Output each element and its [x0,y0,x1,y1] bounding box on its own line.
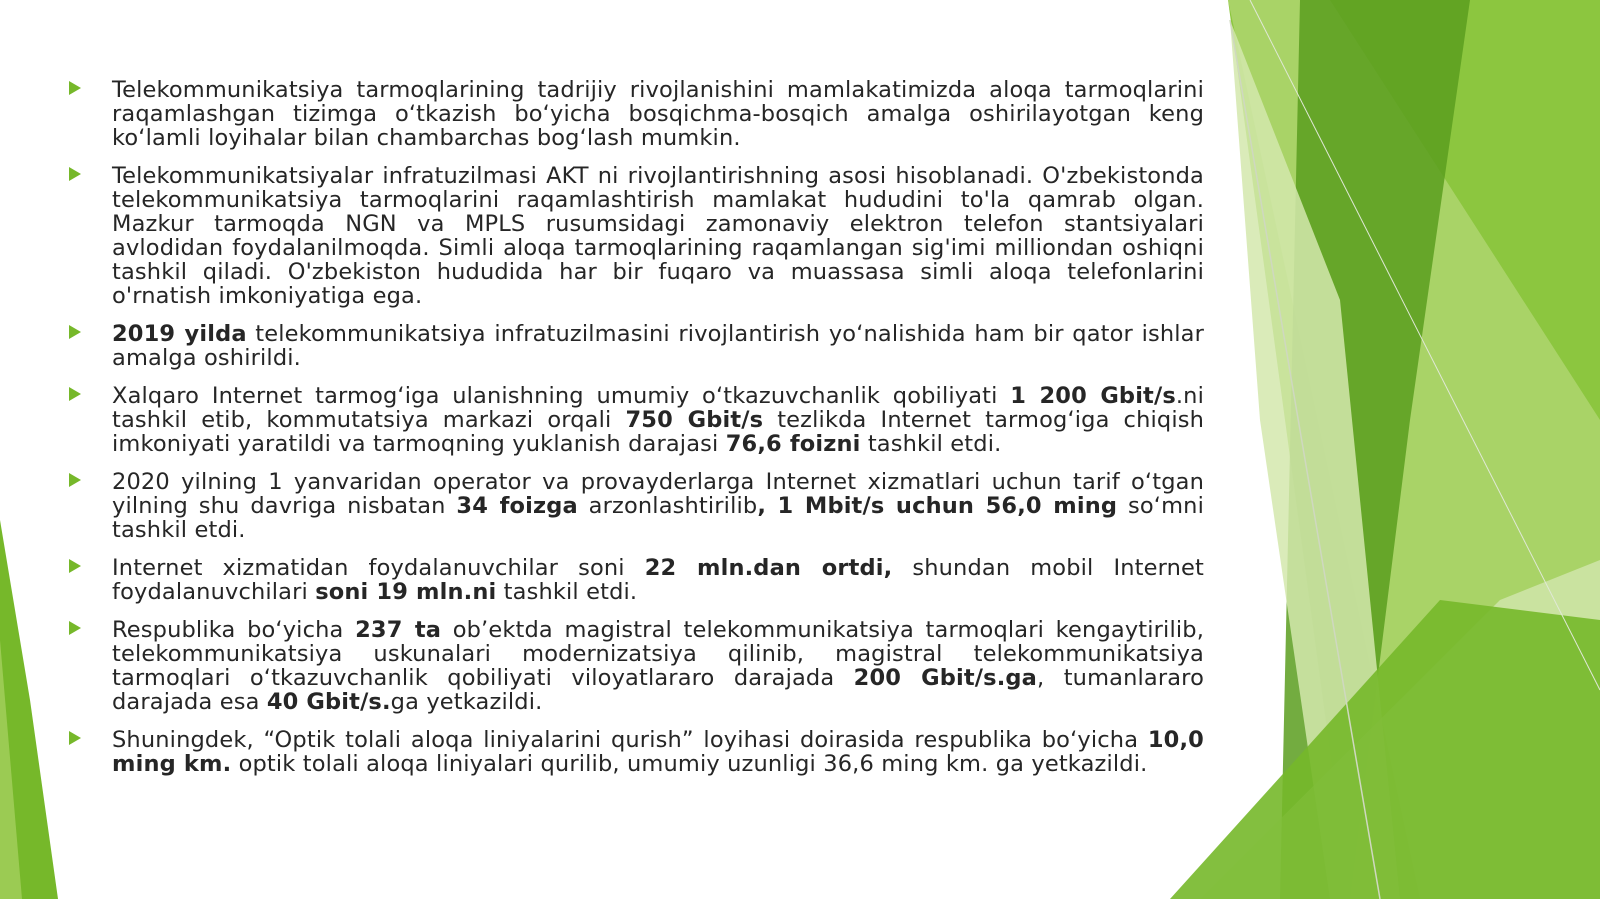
text-segment: Telekommunikatsiyalar infratuzilmasi AKT ni rivojlantirishning asosi hisoblanadi. O'zbekistonda telekommunikatsiya tarmoqlarini raqamlashtirish mamlakat hududini to'la qamrab olgan. Mazkur tarmoqda NGN va MPLS rusumsidagi zamonaviy elektron telefon stantsiyalari avlodidan foydalanilmoqda. Simli aloqa tarmoqlarining raqamlangan sig'imi milliondan oshiqni tashkil qiladi. O'zbekiston hududida har bir fuqaro va muassasa simli aloqa telefonlarini o'rnatish imkoniyatiga ega. [112,163,1204,309]
bold-text-segment: 200 Gbit/s.ga [853,665,1037,691]
bold-text-segment: 76,6 foizni [725,431,861,457]
bullet-item [66,470,1204,542]
text-segment: tezlikda Internet tarmog‘iga chiqish imkoniyati yaratildi va tarmoqning yuklanish darajasi [112,407,1205,457]
text-segment: , tumanlararo darajada esa [112,665,1204,715]
bold-text-segment: , 1 Mbit/s uchun 56,0 ming [757,493,1118,519]
text-segment: telekommunikatsiya infratuzilmasini rivojlantirish yo‘nalishida ham bir qator ishlar amalga oshirildi. [112,321,1204,371]
text-segment: arzonlashtirilib [577,493,758,519]
text-segment: 2020 yilning 1 yanvaridan operator va provayderlarga Internet xizmatlari uchun tarif o‘tgan yilning shu davriga nisbatan [112,469,1204,519]
text-segment: ga yetkazildi. [390,689,543,715]
bullet-text [112,322,1204,370]
triangle-bullet-icon [69,325,81,339]
bullet-text [112,556,1204,604]
bullet-text [112,618,1204,714]
text-segment: Telekommunikatsiya tarmoqlarining tadrijiy rivojlanishini mamlakatimizda aloqa tarmoqlarini raqamlashgan tizimga o‘tkazish bo‘yicha bosqichma-bosqich amalga oshirilayotgan keng ko‘lamli loyihalar bilan chambarchas bog‘lash mumkin. [112,77,1204,151]
text-segment: tashkil etdi. [496,579,638,605]
bullet-text [112,470,1204,542]
bullet-item [66,164,1204,308]
triangle-bullet-icon [69,81,81,95]
triangle-bullet-icon [69,473,81,487]
bold-text-segment: 750 Gbit/s [625,407,764,433]
bullet-text [112,728,1204,776]
bold-text-segment: 40 Gbit/s. [266,689,391,715]
bold-text-segment: soni 19 mln.ni [315,579,497,605]
text-segment: so‘mni tashkil etdi. [112,493,1204,543]
text-segment: Respublika bo‘yicha [112,617,356,643]
slide-content [66,78,1204,790]
bullet-item [66,556,1204,604]
text-segment: ob’ektda magistral telekommunikatsiya tarmoqlari kengaytirilib, telekommunikatsiya uskunalari modernizatsiya qilinib, magistral telekommunikatsiya tarmoqlari o‘tkazuvchanlik qobiliyati viloyatlararo darajada [112,617,1204,691]
triangle-bullet-icon [69,167,81,181]
triangle-bullet-icon [69,387,81,401]
bold-text-segment: 22 mln.dan ortdi, [644,555,893,581]
bullet-item [66,322,1204,370]
bullet-text [112,384,1204,456]
bullet-text [112,78,1204,150]
triangle-bullet-icon [69,621,81,635]
text-segment: shundan mobil Internet foydalanuvchilari [112,555,1205,605]
bold-text-segment: 34 foizga [456,493,578,519]
bold-text-segment: 2019 yilda [112,321,247,347]
bold-text-segment: 1 200 Gbit/s [1010,383,1176,409]
bullet-item [66,728,1204,776]
bold-text-segment: 10,0 ming km. [112,727,1204,777]
triangle-bullet-icon [69,731,81,745]
bullet-item [66,78,1204,150]
text-segment: Xalqaro Internet tarmog‘iga ulanishning umumiy o‘tkazuvchanlik qobiliyati [112,383,1011,409]
text-segment: Internet xizmatidan foydalanuvchilar soni [112,555,645,581]
text-segment: optik tolali aloqa liniyalari qurilib, umumiy uzunligi 36,6 ming km. ga yetkazildi. [231,751,1148,777]
text-segment: tashkil etdi. [860,431,1002,457]
bullet-item [66,618,1204,714]
triangle-bullet-icon [69,559,81,573]
bullet-text [112,164,1204,308]
text-segment: Shuningdek, “Optik tolali aloqa liniyalarini qurish” loyihasi doirasida respublika bo‘yicha [112,727,1148,753]
bullet-item [66,384,1204,456]
bold-text-segment: 237 ta [355,617,442,643]
text-segment: .ni tashkil etib, kommutatsiya markazi orqali [112,383,1204,433]
